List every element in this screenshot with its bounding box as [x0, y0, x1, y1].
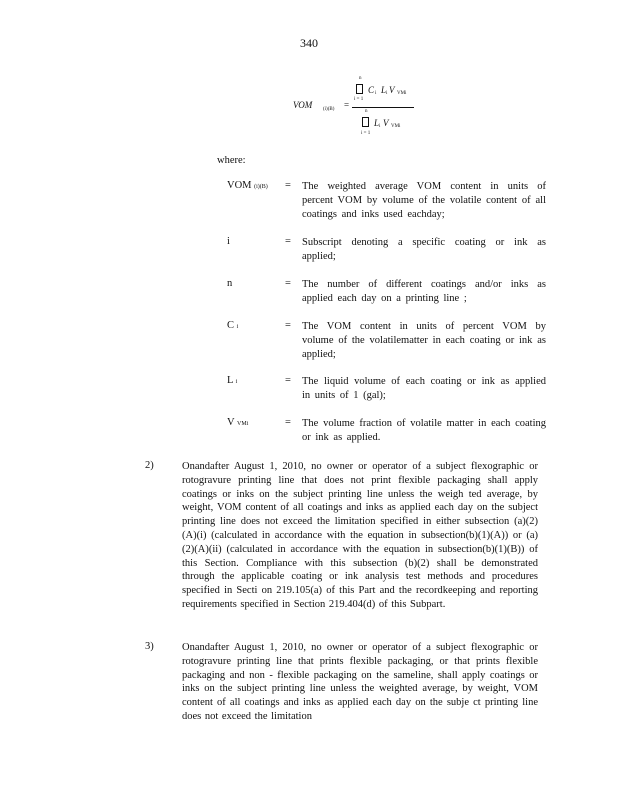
denominator-v: V: [383, 118, 389, 128]
definition-term: n: [227, 278, 233, 289]
numerator-c: C: [368, 85, 375, 95]
equation-lhs: VOM: [293, 100, 313, 110]
numerator-l-sub: i: [386, 91, 388, 96]
definition-text: Subscript denoting a specific coating or ink as applied;: [302, 237, 546, 262]
paragraph-text: Onandafter August 1, 2010, no owner or operator of a subject flexographic or rotogravure printing line that does not print flexible packaging shall apply coatings or inks on the subject printing line unless the weigh ted average, by weight, VOM content of all coatings and inks as applied each day on the subject printing line does not exceed the limitation specified in either subsection (a)(2)(A)(i) (calculated in accordance with the equation in subsection(b)(1)(A)) or (a)(2)(A)(ii) (calculated in accordance with the equation in subsection(b)(1)(B)) of this Section. Compliance with this subsection (b)(2) shall be demonstrated through the applicable coating or ink analysis test methods and procedures specified in Secti on 219.105(a) of this Part and the recordkeeping and reporting requirements specified in Section 219.404(d) of this Subpart.: [182, 461, 538, 610]
denominator-sum-top: n: [365, 109, 368, 114]
paragraph-number: 3): [145, 641, 154, 652]
denominator-l: L: [374, 118, 380, 128]
summation-icon: [362, 117, 369, 127]
fraction-bar: [352, 107, 414, 108]
definition-equals: =: [285, 417, 291, 428]
numerator-c-sub: i: [375, 91, 377, 96]
page-number: 340: [300, 36, 318, 50]
where-label: where:: [217, 155, 246, 166]
denominator-l-sub: i: [379, 124, 381, 129]
numerator-v-sub: VMi: [397, 91, 407, 96]
definition-text: The VOM content in units of percent VOM by volume of the volatilematter in each coating or ink as applied;: [302, 321, 546, 360]
definition-term: V VMi: [227, 417, 249, 428]
paragraph-text: Onandafter August 1, 2010, no owner or operator of a subject flexographic or rotogravure printing line that prints flexible packaging, or that prints flexible packaging and non - flexible packaging on the sameline, shall apply coatings or inks on the subject printing line unless the weighted average, by weight, VOM content of all coatings and inks as applied each day on the subje ct printing line does not exceed the limitation: [182, 642, 538, 722]
equation-equals: =: [344, 100, 350, 110]
denominator-v-sub: VMi: [391, 124, 401, 129]
definition-equals: =: [285, 236, 291, 247]
definition-equals: =: [285, 375, 291, 386]
definition-term: L i: [227, 375, 238, 386]
definition-text: The number of different coatings and/or inks as applied each day on a printing line ;: [302, 279, 546, 304]
paragraph-number: 2): [145, 460, 154, 471]
numerator-sum-bottom: i = 1: [354, 97, 364, 102]
definition-term: i: [227, 236, 230, 247]
summation-icon: [356, 84, 363, 94]
definition-equals: =: [285, 320, 291, 331]
definition-term: C i: [227, 320, 239, 331]
numerator-l: L: [381, 85, 387, 95]
definition-equals: =: [285, 180, 291, 191]
numerator-sum-top: n: [359, 76, 362, 81]
denominator-sum-bottom: i = 1: [361, 131, 371, 136]
numerator-v: V: [389, 85, 395, 95]
equation-lhs-subscript: (i)(B): [323, 107, 335, 112]
definition-text: The weighted average VOM content in units of percent VOM by volume of the volatile content of all coatings and inks used eachday;: [302, 181, 546, 220]
definition-text: The liquid volume of each coating or ink as applied in units of 1 (gal);: [302, 376, 546, 401]
definition-equals: =: [285, 278, 291, 289]
definition-text: The volume fraction of volatile matter in each coating or ink as applied.: [302, 418, 546, 443]
definition-term: VOM (i)(B): [227, 180, 268, 191]
